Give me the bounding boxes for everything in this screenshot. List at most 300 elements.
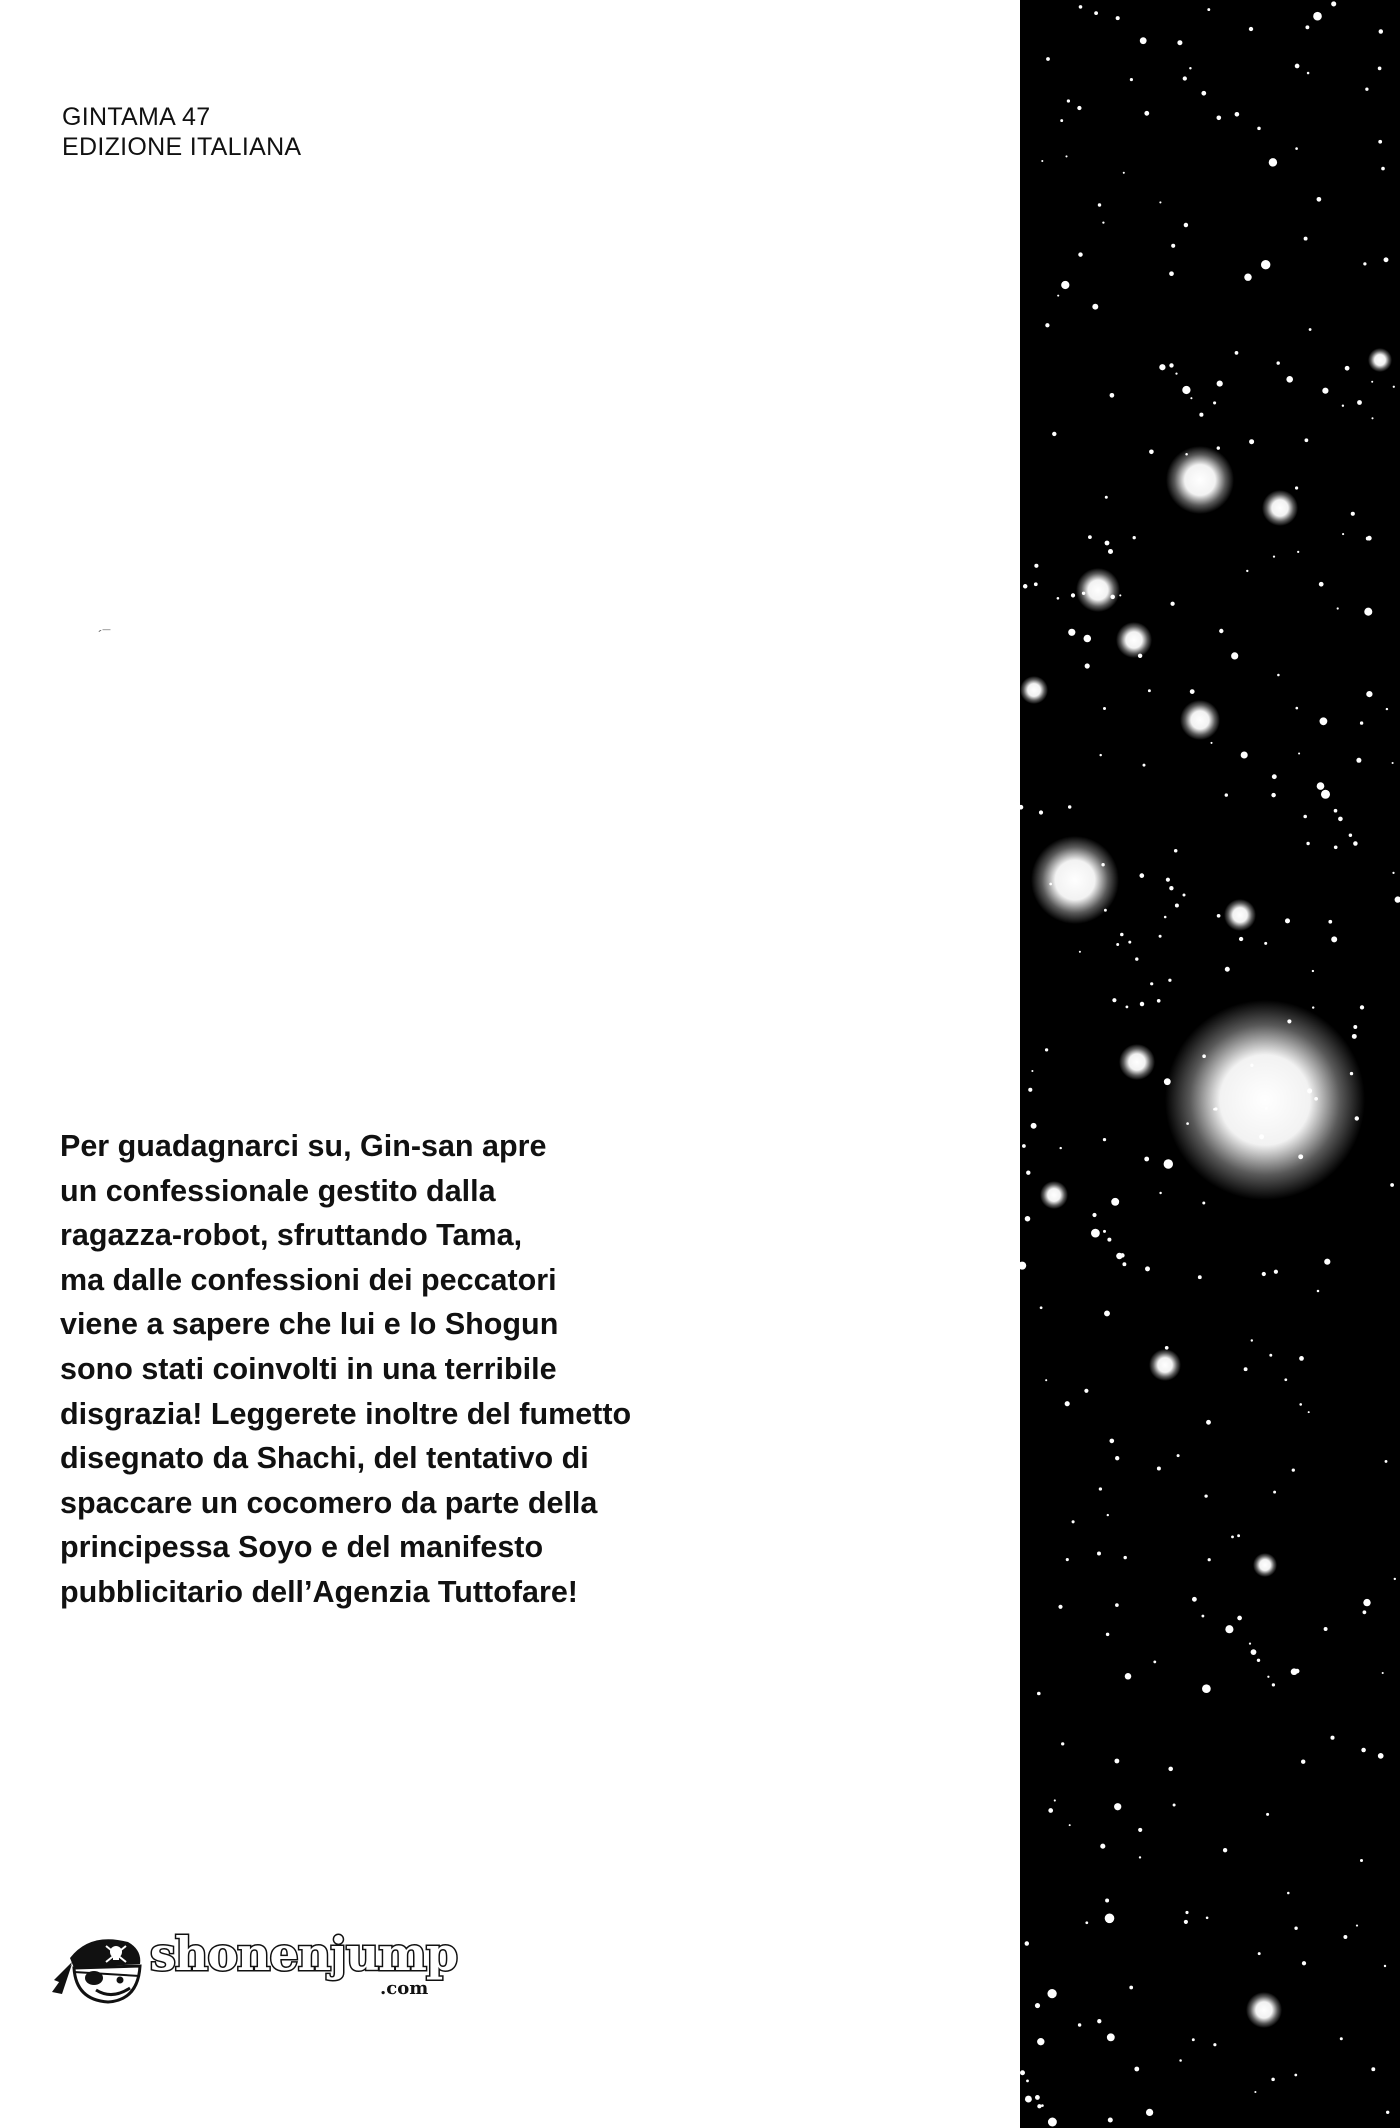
small-star: [1057, 295, 1059, 297]
small-star: [1177, 1454, 1180, 1457]
small-star: [1045, 323, 1049, 327]
small-star: [1130, 78, 1133, 81]
small-star: [1202, 1684, 1211, 1693]
blurb-line: un confessionale gestito dalla: [60, 1173, 496, 1208]
small-star: [1198, 1275, 1202, 1279]
small-star: [1097, 2019, 1101, 2023]
blurb-line: spaccare un cocomero da parte della: [60, 1485, 598, 1520]
small-star: [1241, 751, 1248, 758]
small-star: [1381, 167, 1385, 171]
small-star: [1351, 512, 1355, 516]
small-star: [1395, 896, 1400, 902]
edition-label: EDIZIONE ITALIANA: [62, 133, 302, 161]
small-star: [1312, 1006, 1314, 1008]
small-star: [1020, 805, 1023, 810]
small-star: [1214, 1107, 1217, 1110]
glowing-star: [1180, 700, 1220, 740]
small-star: [1284, 1378, 1287, 1381]
small-star: [1150, 982, 1153, 985]
small-star: [1217, 116, 1222, 121]
small-star: [1082, 592, 1085, 595]
small-star: [1225, 1625, 1233, 1633]
series-title: GINTAMA 47: [62, 103, 211, 131]
small-star: [1192, 1597, 1197, 1602]
small-star: [1285, 918, 1290, 923]
small-star: [1264, 942, 1267, 945]
small-star: [1356, 1925, 1358, 1927]
small-star: [1084, 1389, 1088, 1393]
small-star: [1100, 1844, 1105, 1849]
small-star: [1023, 584, 1028, 589]
small-star: [1040, 1306, 1043, 1309]
small-star: [1360, 721, 1363, 724]
small-star: [1112, 998, 1116, 1002]
small-star: [1342, 533, 1344, 535]
small-star: [1239, 937, 1243, 941]
small-star: [1231, 652, 1238, 659]
blurb-line: pubblicitario dell’Agenzia Tuttofare!: [60, 1574, 578, 1609]
small-star: [1169, 886, 1173, 890]
small-star: [1157, 1467, 1161, 1471]
small-star: [1314, 1097, 1318, 1101]
small-star: [1031, 1070, 1033, 1072]
small-star: [1258, 1952, 1261, 1955]
small-star: [1020, 2070, 1025, 2075]
small-star: [1067, 99, 1070, 102]
small-star: [1139, 1856, 1141, 1858]
small-star: [1299, 1356, 1304, 1361]
small-star: [1350, 1072, 1353, 1075]
small-star: [1183, 894, 1186, 897]
small-star: [1115, 1603, 1119, 1607]
small-star: [1068, 805, 1071, 808]
small-star: [1190, 397, 1192, 399]
small-star: [1037, 1692, 1041, 1696]
small-star: [1157, 999, 1161, 1003]
small-star: [1217, 914, 1221, 918]
glowing-star: [1246, 1992, 1282, 2028]
small-star: [1210, 742, 1212, 744]
small-star: [1144, 111, 1149, 116]
small-star: [1202, 1054, 1206, 1058]
small-star: [1068, 629, 1075, 636]
small-star: [1045, 1048, 1048, 1051]
small-star: [1182, 386, 1190, 394]
small-star: [1273, 556, 1275, 558]
book-header: [62, 102, 301, 162]
small-star: [1091, 1229, 1100, 1238]
small-star: [1094, 11, 1098, 15]
small-star: [1045, 1379, 1047, 1381]
small-star: [1319, 582, 1324, 587]
small-star: [1262, 1272, 1266, 1276]
small-star: [1140, 1002, 1144, 1006]
small-star: [1345, 366, 1350, 371]
small-star: [1261, 260, 1270, 269]
small-star: [1061, 1742, 1064, 1745]
small-star: [1159, 935, 1162, 938]
small-star: [1386, 2111, 1389, 2114]
small-star: [1120, 933, 1124, 937]
small-star: [1099, 1487, 1102, 1490]
small-star: [1343, 1935, 1347, 1939]
small-star: [1342, 405, 1344, 407]
small-star: [1111, 1198, 1119, 1206]
small-star: [1364, 608, 1372, 616]
small-star: [1103, 1138, 1106, 1141]
small-star: [1103, 1230, 1106, 1233]
small-star: [1026, 2080, 1029, 2083]
small-star: [1185, 453, 1188, 456]
small-star: [1308, 1411, 1310, 1413]
small-star: [1331, 936, 1337, 942]
small-star: [1168, 1767, 1173, 1772]
small-star: [1149, 449, 1154, 454]
small-star: [1065, 1401, 1070, 1406]
small-star: [1165, 1346, 1169, 1350]
small-star: [1058, 1605, 1062, 1609]
small-star: [1231, 1535, 1234, 1538]
small-star: [1110, 393, 1115, 398]
small-star: [1123, 1556, 1126, 1559]
small-star: [1324, 1259, 1330, 1265]
small-star: [1169, 363, 1173, 367]
small-star: [1119, 594, 1121, 596]
small-star: [1159, 364, 1165, 370]
small-star: [1092, 1213, 1096, 1217]
small-star: [1352, 1034, 1357, 1039]
small-star: [1324, 1627, 1328, 1631]
small-star: [1295, 486, 1298, 489]
glowing-star: [1119, 1044, 1155, 1080]
small-star: [1107, 1238, 1111, 1242]
small-star: [1041, 160, 1043, 162]
small-star: [1213, 2043, 1216, 2046]
small-star: [1334, 809, 1338, 813]
small-star: [1143, 764, 1146, 767]
glowing-star: [1368, 348, 1392, 372]
small-star: [1116, 943, 1119, 946]
small-star: [1201, 1615, 1204, 1618]
small-star: [1334, 845, 1338, 849]
small-star: [1098, 203, 1101, 206]
small-star: [1079, 951, 1081, 953]
small-star: [1331, 1, 1336, 6]
small-star: [1274, 1270, 1278, 1274]
small-star: [1104, 1310, 1110, 1316]
small-star: [1066, 1558, 1069, 1561]
small-star: [1057, 597, 1060, 600]
small-star: [1184, 223, 1188, 227]
small-star: [1108, 549, 1113, 554]
small-star: [1071, 593, 1075, 597]
small-star: [1321, 790, 1330, 799]
small-star: [1298, 752, 1300, 754]
small-star: [1168, 979, 1171, 982]
small-star: [1361, 1748, 1366, 1753]
glowing-star: [1040, 1181, 1068, 1209]
small-star: [1107, 2033, 1115, 2041]
small-star: [1099, 754, 1101, 756]
synopsis-blurb: [60, 1124, 760, 1615]
small-star: [1371, 2067, 1375, 2071]
small-star: [1340, 2037, 1343, 2040]
small-star: [1031, 1123, 1037, 1129]
small-star: [1307, 1088, 1312, 1093]
small-star: [1360, 1859, 1363, 1862]
small-star: [1153, 1661, 1156, 1664]
small-star: [1355, 1116, 1359, 1120]
small-star: [1126, 1006, 1129, 1009]
small-star: [1128, 941, 1131, 944]
small-star: [1382, 1672, 1384, 1674]
small-star: [1159, 201, 1161, 203]
small-star: [1135, 957, 1138, 960]
small-star: [1129, 1986, 1133, 1990]
small-star: [1171, 244, 1175, 248]
small-star: [1039, 810, 1043, 814]
small-star: [1105, 496, 1108, 499]
small-star: [1159, 1192, 1161, 1194]
small-star: [1244, 1367, 1248, 1371]
small-star: [1206, 1917, 1209, 1920]
small-star: [1144, 1157, 1149, 1162]
logo-wordmark: shonenjump: [150, 1927, 458, 1981]
small-star: [1177, 40, 1182, 45]
small-star: [1138, 654, 1142, 658]
small-star: [1379, 29, 1383, 33]
small-star: [1390, 1183, 1394, 1187]
small-star: [1378, 1753, 1384, 1759]
small-star: [1313, 12, 1322, 21]
starfield-panel: [1020, 0, 1400, 2128]
glowing-star: [1116, 622, 1152, 658]
small-star: [1120, 1253, 1124, 1257]
small-star: [1306, 842, 1309, 845]
small-star: [1025, 1941, 1029, 1945]
small-star: [1164, 1159, 1173, 1168]
small-star: [1105, 1914, 1115, 1924]
small-star: [1020, 1262, 1026, 1270]
small-star: [1322, 388, 1328, 394]
small-star: [1219, 629, 1223, 633]
small-star: [1302, 1961, 1306, 1965]
small-star: [1079, 5, 1083, 9]
small-star: [1301, 1759, 1305, 1763]
small-star: [1102, 221, 1104, 223]
small-star: [1277, 361, 1280, 364]
small-star: [1271, 2078, 1275, 2082]
small-star: [1047, 1989, 1056, 1998]
small-star: [1175, 904, 1179, 908]
small-star: [1109, 1439, 1114, 1444]
small-star: [1199, 413, 1203, 417]
small-star: [1338, 817, 1343, 822]
small-star: [1028, 1088, 1032, 1092]
small-star: [1237, 1616, 1242, 1621]
blurb-line: ma dalle confessioni dei peccatori: [60, 1262, 557, 1297]
small-star: [1049, 883, 1052, 886]
small-star: [1271, 793, 1275, 797]
small-star: [1237, 1534, 1240, 1537]
small-star: [1349, 834, 1352, 837]
blurb-line: disgrazia! Leggerete inoltre del fumetto: [60, 1396, 632, 1431]
small-star: [1244, 273, 1251, 280]
small-star: [1139, 873, 1144, 878]
small-star: [1394, 1578, 1396, 1580]
glowing-star: [1262, 490, 1298, 526]
small-star: [1065, 155, 1067, 157]
small-star: [1115, 1456, 1119, 1460]
blurb-line: sono stati coinvolti in una terribile: [60, 1351, 557, 1386]
small-star: [1078, 2023, 1081, 2026]
small-star: [1072, 1520, 1075, 1523]
small-star: [1371, 381, 1373, 383]
small-star: [1037, 2038, 1044, 2045]
small-star: [1317, 782, 1325, 790]
small-star: [1371, 417, 1373, 419]
small-star: [1085, 663, 1090, 668]
small-star: [1249, 1643, 1251, 1645]
glowing-star: [1076, 568, 1120, 612]
small-star: [1106, 1633, 1109, 1636]
small-star: [1272, 774, 1277, 779]
small-star: [1295, 64, 1300, 69]
small-star: [1277, 674, 1280, 677]
shonenjump-logo: [50, 1928, 500, 2008]
small-star: [1223, 1848, 1227, 1852]
small-star: [1125, 1673, 1132, 1680]
small-star: [1059, 1147, 1061, 1149]
small-star: [1269, 158, 1277, 166]
small-star: [1378, 140, 1382, 144]
small-star: [1272, 1683, 1275, 1686]
glowing-star: [1166, 446, 1234, 514]
small-star: [1185, 1911, 1188, 1914]
small-star: [1385, 1460, 1388, 1463]
small-star: [1107, 1514, 1109, 1516]
small-star: [1235, 112, 1240, 117]
glowing-star: [1149, 1349, 1181, 1381]
small-star: [1192, 2038, 1195, 2041]
small-star: [1378, 67, 1382, 71]
stray-ink-mark: ´¯: [98, 627, 111, 643]
small-star: [1175, 373, 1177, 375]
small-star: [1164, 1078, 1171, 1085]
small-star: [1392, 762, 1394, 764]
small-star: [1186, 1122, 1189, 1125]
small-star: [1317, 1290, 1320, 1293]
small-star: [1294, 2074, 1297, 2077]
small-star: [1048, 1808, 1053, 1813]
small-star: [1037, 2104, 1041, 2108]
small-star: [1022, 1144, 1026, 1148]
small-star: [1026, 1171, 1030, 1175]
small-star: [1269, 1354, 1272, 1357]
small-star: [1146, 2109, 1153, 2116]
small-star: [1179, 2059, 1182, 2062]
small-star: [1287, 1892, 1290, 1895]
small-star: [1295, 707, 1298, 710]
small-star: [1366, 537, 1370, 541]
small-star: [1133, 536, 1136, 539]
small-star: [1294, 1927, 1297, 1930]
small-star: [1085, 1921, 1088, 1924]
blurb-line: principessa Soyo e del manifesto: [60, 1530, 544, 1565]
small-star: [1250, 1064, 1253, 1067]
small-star: [1105, 541, 1110, 546]
small-star: [1384, 257, 1389, 262]
small-star: [1061, 281, 1069, 289]
small-star: [1060, 119, 1063, 122]
small-star: [1190, 689, 1195, 694]
small-star: [1213, 401, 1216, 404]
small-star: [1251, 1339, 1253, 1341]
small-star: [1305, 438, 1309, 442]
small-star: [1077, 106, 1081, 110]
small-star: [1114, 1803, 1121, 1810]
small-star: [1069, 1824, 1071, 1826]
blurb-line: disegnato da Shachi, del tentativo di: [60, 1441, 589, 1476]
small-star: [1084, 635, 1092, 643]
small-star: [1078, 252, 1082, 256]
small-star: [1204, 1494, 1207, 1497]
small-star: [1088, 535, 1092, 539]
small-star: [1140, 37, 1147, 44]
small-star: [1108, 2117, 1113, 2122]
blurb-line: ragazza-robot, sfruttando Tama,: [60, 1218, 523, 1253]
small-star: [1104, 909, 1107, 912]
small-star: [1174, 849, 1178, 853]
small-star: [1292, 1468, 1295, 1471]
small-star: [1138, 1828, 1142, 1832]
small-star: [1052, 432, 1056, 436]
glowing-star: [1020, 676, 1048, 704]
small-star: [1266, 1813, 1269, 1816]
small-star: [1356, 758, 1361, 763]
small-star: [1330, 1736, 1334, 1740]
small-star: [1295, 1669, 1300, 1674]
small-star: [1365, 88, 1368, 91]
small-star: [1206, 1420, 1211, 1425]
small-star: [1328, 920, 1332, 924]
small-star: [1103, 707, 1106, 710]
small-star: [1386, 708, 1388, 710]
small-star: [1366, 691, 1372, 697]
small-star: [1298, 1154, 1303, 1159]
small-star: [1393, 386, 1395, 388]
small-star: [1254, 2091, 1256, 2093]
small-star: [1134, 2067, 1139, 2072]
small-star: [1309, 328, 1312, 331]
small-star: [1312, 970, 1314, 972]
small-star: [1297, 551, 1299, 553]
blurb-line: Per guadagnarci su, Gin-san apre: [60, 1129, 547, 1163]
glowing-star: [1165, 1000, 1365, 1200]
small-star: [1048, 2118, 1057, 2127]
small-star: [1353, 841, 1358, 846]
small-star: [1025, 2096, 1032, 2103]
small-star: [1392, 872, 1394, 874]
small-star: [1035, 2095, 1040, 2100]
small-star: [1110, 595, 1115, 600]
small-star: [1337, 607, 1339, 609]
small-star: [1295, 147, 1298, 150]
small-star: [1265, 1107, 1268, 1110]
small-star: [1267, 1676, 1269, 1678]
small-star: [1249, 27, 1253, 31]
small-star: [1251, 1649, 1257, 1655]
